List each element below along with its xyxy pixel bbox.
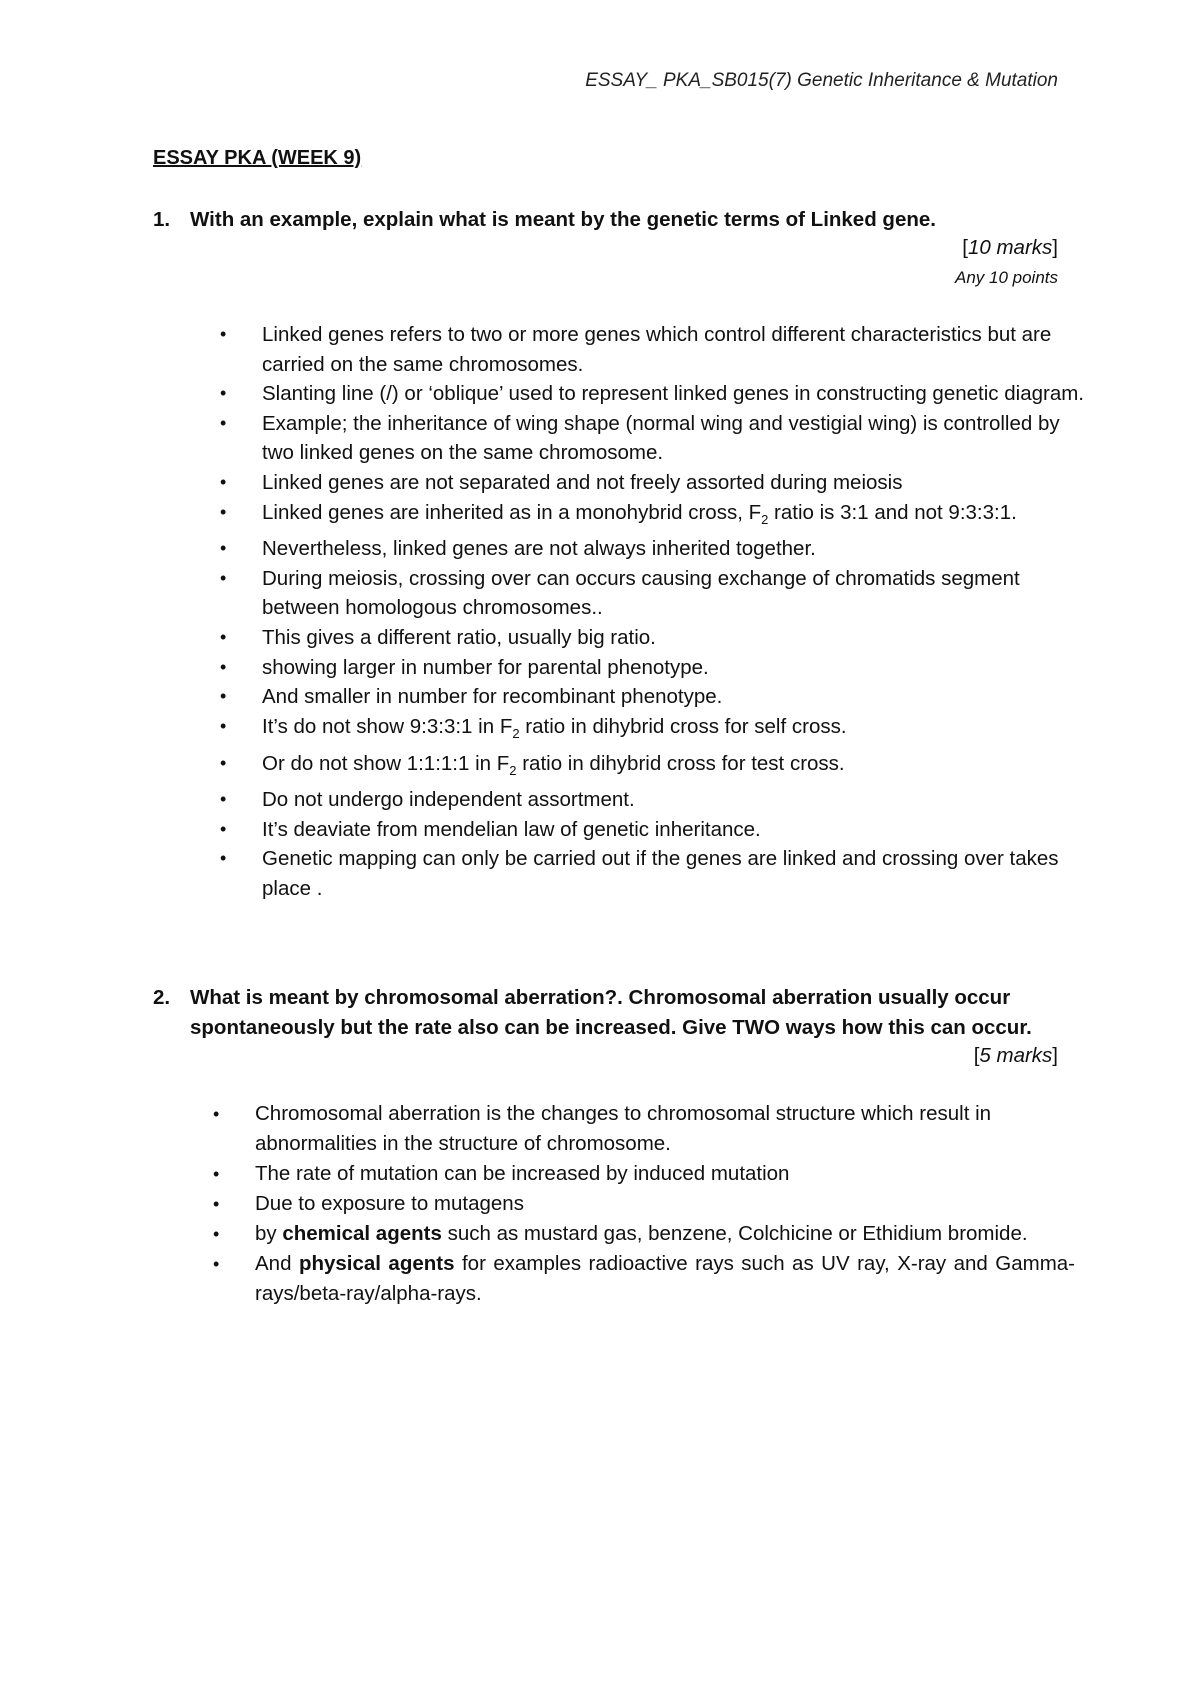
list-item: • It’s deaviate from mendelian law of genetic inheritance. (262, 815, 1092, 845)
list-item: • Linked genes are inherited as in a monohybrid cross, $F_2$ ratio is 3:1 and not 9:3:3:1. (262, 498, 1092, 535)
question-2-marks: [5 marks] (973, 1044, 1058, 1067)
list-item: • And physical agents for examples radioactive rays such as UV ray, X-ray and Gamma-rays/beta-ray/alpha-rays. (255, 1249, 1075, 1309)
list-item: • Nevertheless, linked genes are not always inherited together. (262, 534, 1092, 564)
question-1-marks: [10 marks] (962, 236, 1058, 259)
list-item: • The rate of mutation can be increased by induced mutation (255, 1159, 1075, 1189)
bullet-icon: • (220, 715, 227, 736)
question-number: 1. (153, 208, 171, 231)
question-text: What is meant by chromosomal aberration?. Chromosomal aberration usually occur spontaneously but the rate also can be increased. Give TWO ways how this can occur. (190, 986, 1032, 1039)
bullet-icon: • (220, 656, 227, 677)
list-item: • Or do not show 1:1:1:1 in $F_2$ ratio in dihybrid cross for test cross. (262, 749, 1092, 786)
list-item: • It’s do not show 9:3:3:1 in $F_2$ ratio in dihybrid cross for self cross. (262, 712, 1092, 749)
question-1-note: Any 10 points (954, 268, 1058, 287)
bullet-icon: • (220, 324, 227, 344)
list-item: • During meiosis, crossing over can occurs causing exchange of chromatids segment between homologous chromosomes.. (262, 564, 1092, 623)
bullet-icon: • (220, 686, 227, 707)
bullet-icon: • (220, 538, 227, 559)
bullet-icon: • (220, 789, 227, 810)
bullet-icon: • (220, 412, 227, 433)
list-item: • Due to exposure to mutagens (255, 1189, 1075, 1219)
bullet-icon: • (220, 383, 227, 404)
list-item: • Slanting line (/) or ‘oblique’ used to represent linked genes in constructing genetic diagram. (262, 379, 1092, 409)
list-item: • showing larger in number for parental phenotype. (262, 653, 1092, 683)
bullet-icon: • (220, 501, 227, 522)
bullet-icon: • (220, 627, 227, 648)
bullet-icon: • (220, 752, 227, 773)
essay-title: ESSAY PKA (WEEK 9) (153, 147, 362, 169)
bullet-icon: • (213, 1104, 220, 1124)
bullet-icon: • (220, 848, 227, 869)
list-item: • Example; the inheritance of wing shape (normal wing and vestigial wing) is controlled by two linked genes on the same chromosome. (262, 409, 1092, 468)
bullet-icon: • (213, 1254, 220, 1274)
running-header: ESSAY_ PKA_SB015(7) Genetic Inheritance & Mutation (585, 70, 1058, 91)
question-number: 2. (153, 986, 171, 1009)
list-item: • Do not undergo independent assortment. (262, 785, 1092, 815)
list-item: • Genetic mapping can only be carried out if the genes are linked and crossing over takes place . (262, 844, 1092, 903)
answer-list-q1 (220, 320, 1092, 904)
bullet-icon: • (220, 818, 227, 839)
list-item: • by chemical agents such as mustard gas, benzene, Colchicine or Ethidium bromide. (255, 1219, 1075, 1249)
bullet-icon: • (213, 1164, 220, 1184)
list-item: • Chromosomal aberration is the changes to chromosomal structure which result in abnormalities in the structure of chromosome. (255, 1099, 1075, 1159)
list-item: • Linked genes refers to two or more genes which control different characteristics but are carried on the same chromosomes. (262, 320, 1092, 379)
question-2 (153, 983, 1063, 1043)
list-item: • Linked genes are not separated and not freely assorted during meiosis (262, 468, 1092, 498)
question-1 (153, 205, 1063, 235)
marks-value: 5 marks (979, 1044, 1053, 1067)
question-text: With an example, explain what is meant by the genetic terms of Linked gene. (190, 208, 936, 231)
bullet-icon: • (220, 567, 227, 588)
list-item: • And smaller in number for recombinant phenotype. (262, 682, 1092, 712)
marks-value: 10 marks (967, 236, 1053, 259)
bullet-icon: • (213, 1194, 220, 1214)
bullet-icon: • (220, 471, 227, 492)
answer-list-q2 (213, 1099, 1076, 1309)
list-item: • This gives a different ratio, usually big ratio. (262, 623, 1092, 653)
bullet-icon: • (213, 1224, 220, 1244)
